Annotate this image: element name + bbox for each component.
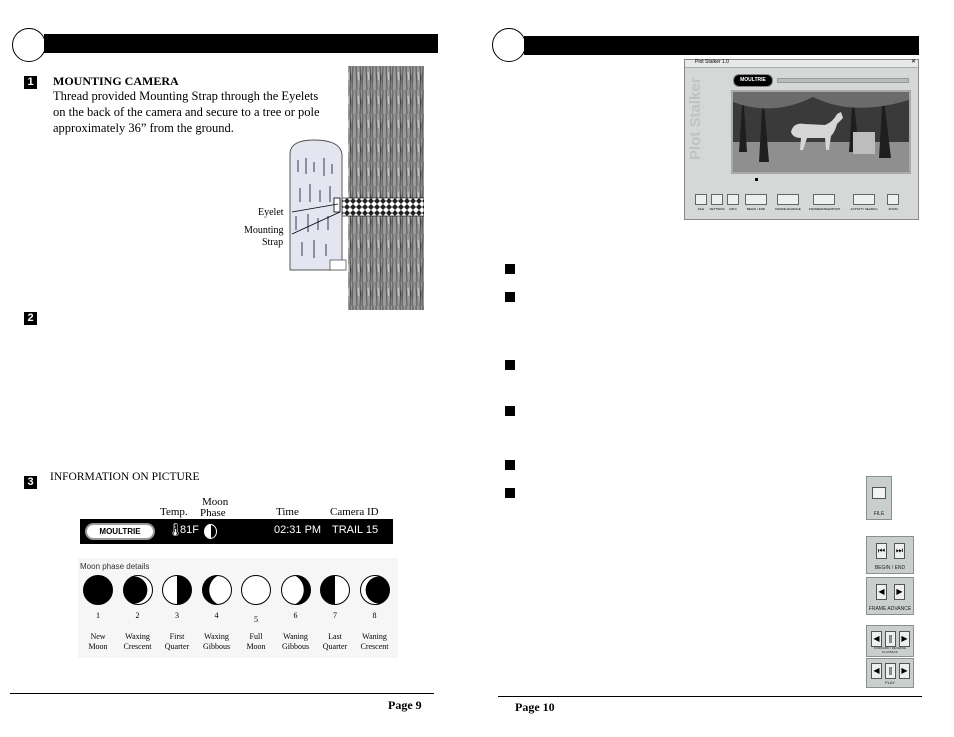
strap-callout-line1: Mounting — [244, 225, 284, 236]
moon-details-label: Moon phase details — [80, 562, 150, 571]
moon-phase-number: 3 — [175, 611, 179, 620]
moon-phase-number: 5 — [254, 615, 258, 624]
app-logo: MOULTRIE — [733, 74, 773, 87]
begin-end-label: BEGIN / END — [874, 565, 906, 571]
pause-icon: ‖ — [885, 631, 896, 647]
moon-phase-label-line2: Crescent — [360, 642, 389, 651]
toolbar-label: FRAME ADVANCE — [775, 207, 801, 211]
moon-phase-number: 2 — [135, 611, 140, 620]
moon-phase-label-line1: Waning — [283, 632, 308, 641]
moon-phase-label-line2: Moon — [88, 642, 108, 651]
play-label: PLAY — [885, 680, 895, 685]
moon-phase-icon-4 — [202, 575, 232, 605]
toolbar-label: INFO — [729, 207, 737, 211]
moon-phase-icon-1 — [83, 575, 113, 605]
skip-begin-icon: ⏮ — [876, 543, 887, 559]
step-number-1: 1 — [24, 76, 37, 89]
moon-phase-label-line2: Quarter — [322, 642, 348, 651]
moon-phase-number: 7 — [333, 611, 337, 620]
moon-phase-label-line2: Moon — [246, 642, 266, 651]
moon-phase-icon-7 — [320, 575, 350, 605]
page-number-right: Page 10 — [515, 700, 555, 714]
begin-end-control-icon — [866, 536, 914, 574]
bullet-5 — [505, 460, 515, 470]
label-moon-line1: Moon — [202, 496, 229, 508]
toolbar-button-4[interactable] — [745, 194, 767, 205]
toolbar-label: ZOOM — [888, 207, 898, 211]
section-header-bar-right — [524, 36, 919, 55]
bullet-3 — [505, 360, 515, 370]
toolbar-button-8[interactable] — [887, 194, 899, 205]
label-moon-line2: Phase — [200, 507, 226, 519]
step-number-2: 2 — [24, 312, 37, 325]
toolbar-button-6[interactable] — [813, 194, 835, 205]
window-close-icon[interactable]: ✕ — [910, 58, 916, 65]
toolbar-label: FILE — [697, 207, 705, 211]
time-value: 02:31 PM — [274, 524, 322, 536]
step-1-title: MOUNTING CAMERA — [53, 74, 179, 88]
scrub-marker[interactable] — [755, 178, 758, 181]
play-forward-icon: ▶ — [899, 663, 910, 679]
frame-advance-control-icon — [866, 577, 914, 615]
moon-phase-number: 4 — [214, 611, 219, 620]
moon-phase-label-line1: Full — [249, 632, 263, 641]
picture-info-bar — [80, 519, 393, 544]
window-title: Plot Stalker 1.0 — [695, 59, 729, 65]
step-1-text: Thread provided Mounting Strap through the Eyelets on the back of the camera and secure to a tree or pole approximately 36” from the ground. — [53, 89, 320, 135]
toolbar-button-1[interactable] — [695, 194, 707, 205]
moon-phase-label-line2: Crescent — [123, 642, 152, 651]
frame-forward-icon: ▶ — [894, 584, 905, 600]
bullet-2 — [505, 292, 515, 302]
footer-rule-left — [10, 693, 434, 694]
folder-icon — [872, 487, 886, 499]
frame-advance-label: FRAME ADVANCE — [868, 606, 912, 612]
progress-track[interactable] — [777, 78, 909, 83]
step-number-3: 3 — [24, 476, 37, 489]
moon-phase-label-line2: Gibbous — [281, 642, 310, 651]
moon-phase-icon-3 — [162, 575, 192, 605]
play-reverse-icon: ◀ — [871, 663, 882, 679]
playback-label: FORWARD / REVERSE PLAYBACK — [873, 646, 907, 654]
label-temp: Temp. — [160, 506, 188, 518]
moon-phase-label-line1: Waning — [362, 632, 387, 641]
frame-back-icon: ◀ — [876, 584, 887, 600]
play-pause-icon: ‖ — [885, 663, 896, 679]
thermometer-icon: 🌡 — [167, 523, 184, 538]
temp-value: 81F — [180, 524, 199, 536]
moon-phase-label-line1: New — [90, 632, 106, 641]
skip-end-icon: ⏭ — [894, 543, 905, 559]
moon-phase-number: 1 — [96, 611, 100, 620]
step-3-title: INFORMATION ON PICTURE — [50, 471, 200, 483]
toolbar-label: FRAMERATE/EXPORT — [809, 207, 841, 211]
app-toolbar — [695, 194, 911, 216]
section-circle-left — [12, 28, 46, 62]
toolbar-button-7[interactable] — [853, 194, 875, 205]
video-frame — [731, 90, 911, 174]
moultrie-logo: MOULTRIE — [85, 523, 155, 540]
moon-phase-icon — [204, 524, 217, 539]
playback-control-icon — [866, 625, 914, 657]
play-control-icon — [866, 658, 914, 688]
moon-phase-icon-2 — [123, 575, 153, 605]
bullet-6 — [505, 488, 515, 498]
toolbar-label: ACTIVITY SEARCH — [850, 207, 878, 211]
moon-phase-label-line1: First — [169, 632, 185, 641]
moon-phase-label-line1: Waxing — [125, 632, 150, 641]
section-circle-right — [492, 28, 526, 62]
toolbar-button-2[interactable] — [711, 194, 723, 205]
moon-phase-icon-6 — [281, 575, 311, 605]
moon-phase-icon-8 — [360, 575, 390, 605]
camera-id-value: TRAIL 15 — [332, 524, 379, 536]
forward-play-icon: ▶ — [899, 631, 910, 647]
file-control-label: FILE — [873, 511, 885, 517]
toolbar-button-3[interactable] — [727, 194, 739, 205]
toolbar-label: BEGIN / END — [746, 207, 766, 211]
tree-mounting-illustration — [284, 66, 424, 310]
moon-phase-label-line1: Waxing — [204, 632, 229, 641]
side-brand: Plot Stalker — [687, 77, 704, 160]
moon-phase-label-line2: Quarter — [164, 642, 190, 651]
section-header-bar-left — [44, 34, 438, 53]
page-number-left: Page 9 — [388, 698, 422, 712]
strap-callout-line2: Strap — [262, 237, 284, 248]
label-camera-id: Camera ID — [330, 506, 379, 518]
label-time: Time — [276, 506, 299, 518]
moon-phase-label-line2: Gibbous — [202, 642, 231, 651]
moon-phase-number: 6 — [293, 611, 298, 620]
bullet-1 — [505, 264, 515, 274]
footer-rule-right — [498, 696, 922, 697]
moon-phase-label-line1: Last — [328, 632, 342, 641]
toolbar-button-5[interactable] — [777, 194, 799, 205]
eyelet-callout: Eyelet — [258, 207, 284, 218]
file-control-icon — [866, 476, 892, 520]
reverse-play-icon: ◀ — [871, 631, 882, 647]
toolbar-label: SETTINGS — [709, 207, 725, 211]
moon-phase-icon-5 — [241, 575, 271, 605]
plot-stalker-window — [684, 59, 919, 220]
bullet-4 — [505, 406, 515, 416]
window-titlebar — [685, 60, 918, 68]
moon-phase-number: 8 — [372, 611, 377, 620]
